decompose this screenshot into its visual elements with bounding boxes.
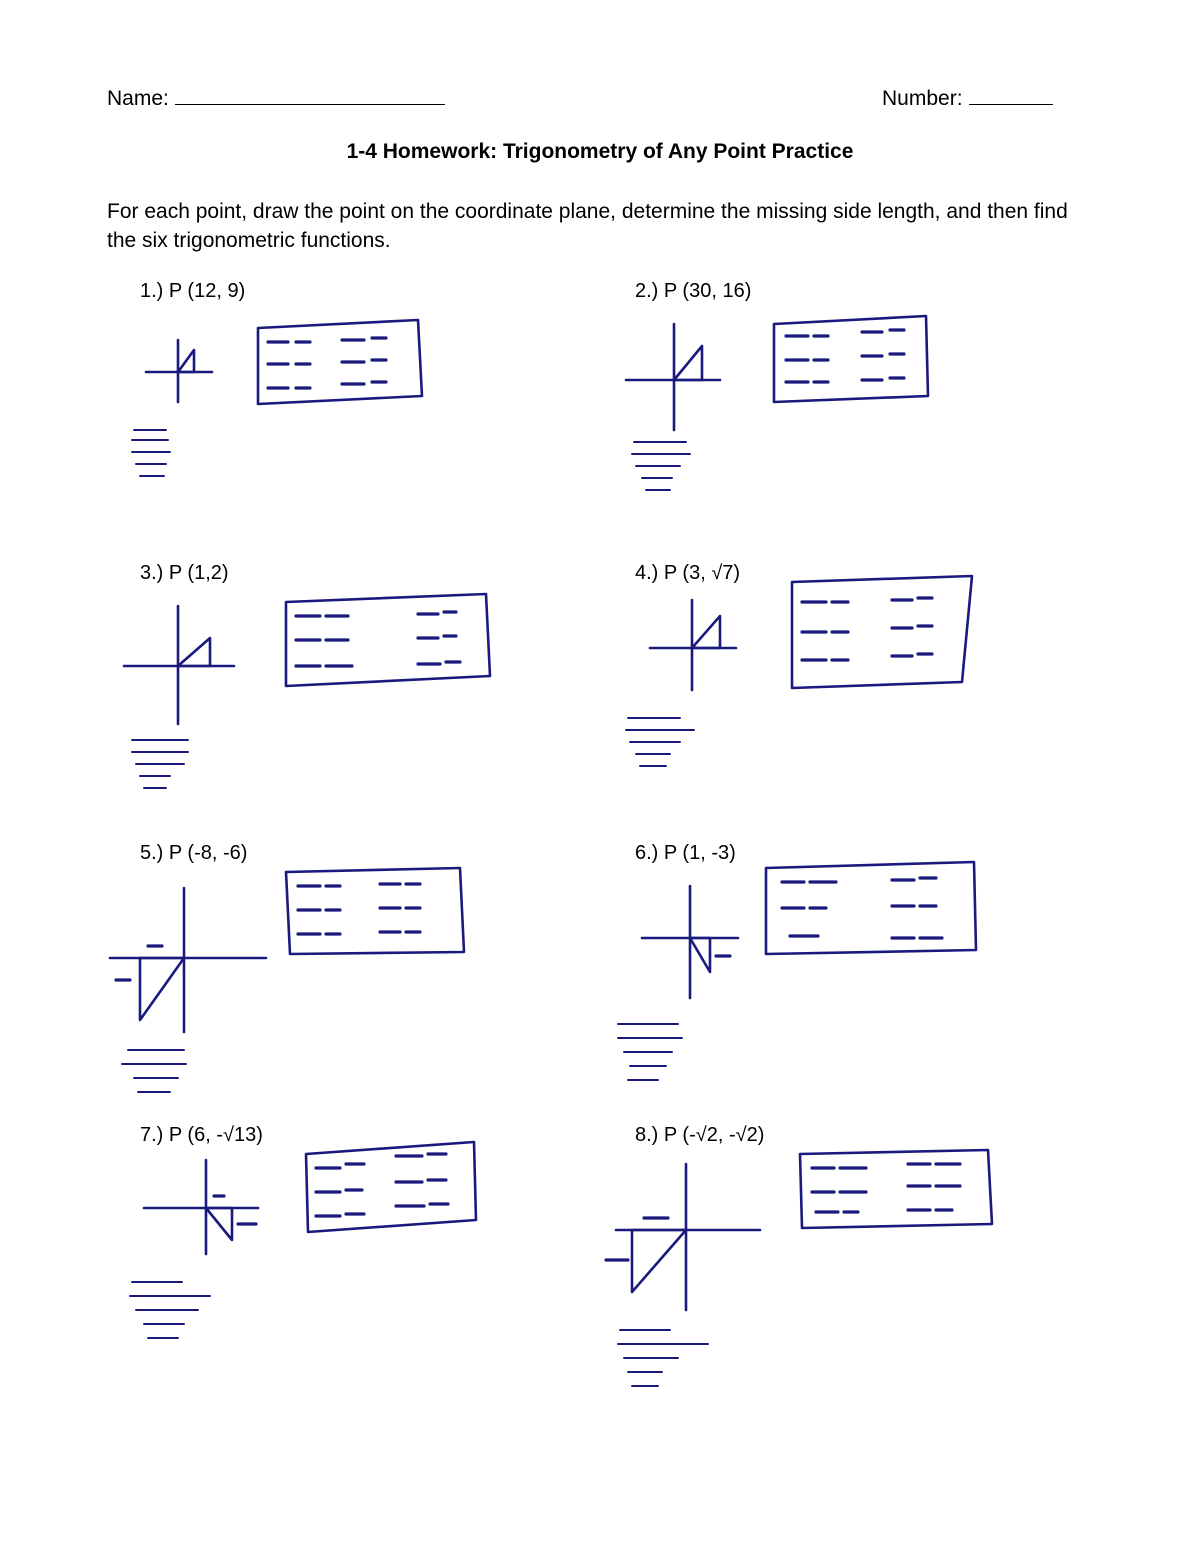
problem-8-handwritten-work — [602, 1124, 1122, 1404]
problem-7 — [110, 1124, 630, 1394]
problem-3-handwritten-work — [110, 562, 630, 822]
number-blank-line — [969, 84, 1053, 105]
number-label: Number: — [882, 87, 963, 110]
problem-2-label: 2.) P (30, 16) — [635, 280, 752, 302]
problem-2 — [602, 280, 1122, 550]
problem-4 — [602, 562, 1122, 832]
name-label: Name: — [107, 87, 169, 110]
instructions-text: For each point, draw the point on the coordinate plane, determine the missing side length, and then find the six trigonometric functions. — [107, 200, 1068, 252]
problem-3-label: 3.) P (1,2) — [140, 562, 229, 584]
problem-5 — [110, 842, 630, 1112]
name-blank-line — [175, 84, 445, 105]
problem-5-handwritten-work — [110, 842, 630, 1102]
problem-1 — [110, 280, 630, 550]
problem-6-handwritten-work — [602, 842, 1122, 1102]
problem-6-label: 6.) P (1, -3) — [635, 842, 736, 864]
problem-6 — [602, 842, 1122, 1112]
number-field — [882, 84, 1053, 111]
problem-2-handwritten-work — [602, 280, 1122, 510]
problem-4-handwritten-work — [602, 562, 1122, 822]
name-field — [107, 84, 445, 111]
problem-5-label: 5.) P (-8, -6) — [140, 842, 248, 864]
problem-4-label: 4.) P (3, √7) — [635, 562, 741, 584]
problem-3 — [110, 562, 630, 832]
worksheet-title: 1-4 Homework: Trigonometry of Any Point Practice — [346, 140, 854, 163]
problem-8-label: 8.) P (-√2, -√2) — [635, 1124, 765, 1146]
problem-7-label: 7.) P (6, -√13) — [140, 1124, 263, 1146]
problem-1-handwritten-work — [110, 280, 630, 510]
problem-8 — [602, 1124, 1122, 1394]
problem-7-handwritten-work — [110, 1124, 630, 1384]
problem-1-label: 1.) P (12, 9) — [140, 280, 246, 302]
